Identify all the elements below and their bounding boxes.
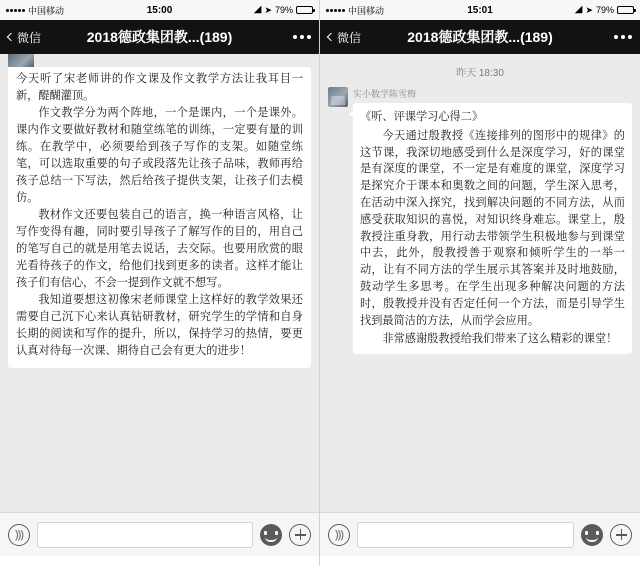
battery-percent-label: 79% bbox=[595, 5, 614, 15]
battery-icon bbox=[617, 6, 634, 14]
message-paragraph: 《听、评课学习心得二》 bbox=[360, 111, 484, 123]
voice-wave-icon[interactable]: ))) bbox=[8, 524, 30, 546]
voice-wave-icon[interactable]: ))) bbox=[328, 524, 350, 546]
status-bar bbox=[320, 0, 640, 20]
status-bar-left bbox=[6, 4, 101, 17]
back-button-label: 微信 bbox=[337, 30, 362, 45]
avatar[interactable] bbox=[328, 87, 348, 107]
signal-dots-icon bbox=[326, 9, 345, 12]
battery-percent-label: 79% bbox=[274, 5, 293, 15]
back-button-label: 微信 bbox=[17, 30, 42, 45]
home-indicator-area bbox=[0, 556, 319, 566]
message-timestamp: 昨天 18:30 bbox=[456, 68, 504, 79]
input-toolbar bbox=[320, 512, 640, 556]
message-column bbox=[353, 87, 632, 354]
more-dot-3 bbox=[307, 35, 311, 39]
signal-dots-icon bbox=[6, 9, 25, 12]
emoji-smiley-icon[interactable] bbox=[260, 524, 282, 546]
emoji-smiley-icon[interactable] bbox=[581, 524, 603, 546]
sender-name: 实小数学陈雪梅 bbox=[353, 89, 417, 99]
status-bar-right bbox=[539, 5, 634, 16]
message-input[interactable] bbox=[357, 522, 574, 548]
wifi-icon: ◢ bbox=[574, 4, 583, 15]
message-list[interactable] bbox=[320, 54, 640, 512]
more-dot-2 bbox=[621, 35, 625, 39]
home-indicator-area bbox=[320, 556, 640, 566]
chevron-left-icon bbox=[7, 33, 15, 41]
input-toolbar bbox=[0, 512, 319, 556]
more-dot-2 bbox=[300, 35, 304, 39]
plus-icon[interactable] bbox=[289, 524, 311, 546]
plus-icon[interactable] bbox=[610, 524, 632, 546]
chat-title: 2018德政集团教...(189) bbox=[86, 29, 233, 45]
clock-label: 15:01 bbox=[467, 4, 493, 16]
navigation-bar bbox=[0, 20, 319, 54]
message-paragraph: 非常感谢殷教授给我们带来了这么精彩的课堂！ bbox=[382, 333, 618, 346]
clock-label: 15:00 bbox=[146, 4, 173, 16]
status-bar-left bbox=[326, 4, 421, 17]
chat-title: 2018德政集团教...(189) bbox=[407, 29, 553, 45]
location-arrow-icon: ➤ bbox=[585, 4, 593, 15]
more-dot-1 bbox=[293, 35, 297, 39]
back-button[interactable] bbox=[8, 29, 70, 46]
message-paragraph: 今天通过殷教授《连接排列的图形中的规律》的这节课，我深切地感受到什么是深度学习，好的课堂是有深度的课堂，不一定是有难度的课堂，深度学习是探究介于课本和奥数之间的问题，学生深入思考，在活动中深入探究，找到解决问题的不同方法，从而感受获取知识的喜悦，对知识终身难忘。课堂上，殷教授注重身教，用行动去带领学生积极地参与到课堂中去，此外，殷教授善于观察和倾听学生的一举一动，让有不同方法的学生展示其答案并及时地鼓励，鼓动学生多思考。在学生出现多种解决问题的方法时，殷教授并没有否定任何一个方法，而是引导学生找到最简洁的方法，从而学会应用。 bbox=[360, 129, 625, 327]
more-options-button[interactable] bbox=[570, 35, 632, 39]
message-list[interactable] bbox=[0, 54, 319, 512]
navigation-bar bbox=[320, 20, 640, 54]
back-button[interactable] bbox=[328, 29, 390, 46]
carrier-label: 中国移动 bbox=[28, 5, 65, 16]
right-phone-screen bbox=[320, 0, 640, 566]
message-paragraph: 我知道要想这初像宋老师课堂上这样好的教学效果还需要自己沉下心来认真钻研教材，研究学生的学情和自身长期的阅读和写作的提升，所以，保持学习的热情，要更认真对待每一次课、期待自己会有更大的进步！ bbox=[16, 294, 303, 358]
status-bar bbox=[0, 0, 319, 20]
battery-icon bbox=[296, 6, 313, 14]
chevron-left-icon bbox=[327, 33, 335, 41]
avatar[interactable] bbox=[8, 54, 34, 68]
message-bubble[interactable] bbox=[8, 67, 311, 368]
more-dot-3 bbox=[628, 35, 632, 39]
carrier-label: 中国移动 bbox=[348, 5, 385, 16]
message-bubble[interactable] bbox=[353, 103, 632, 354]
more-options-button[interactable] bbox=[249, 35, 311, 39]
message-paragraph: 今天听了宋老师讲的作文课及作文教学方法让我耳目一新，醍醐灌顶。 bbox=[16, 73, 303, 103]
status-bar-right bbox=[218, 5, 313, 16]
wifi-icon: ◢ bbox=[253, 4, 262, 15]
more-dot-1 bbox=[614, 35, 618, 39]
message-input[interactable] bbox=[37, 522, 253, 548]
location-arrow-icon: ➤ bbox=[264, 4, 272, 15]
message-paragraph: 作文教学分为两个阵地，一个是课内，一个是课外。课内作文要做好教材和随堂练笔的训练，一定要有量的训练。在教学中，必须要给到孩子写作的支架。如随堂练笔，可以选取重要的句子或段落先让孩子品味，教师再给孩子总结一下写法，然后给孩子提供支架，让孩子们去模仿。 bbox=[16, 107, 303, 205]
message-paragraph: 教材作文还要包装自己的语言，换一种语言风格，让写作变得有趣，同时要引导孩子了解写作的目的，用自己的笔写自己的就是用笔去说话，去交际。也要用欣赏的眼光看待孩子的作文，给他们找到更多的读者。这样才能让孩子们有信心，不会一提到作文就不想写。 bbox=[16, 209, 303, 290]
message-row bbox=[328, 87, 632, 354]
